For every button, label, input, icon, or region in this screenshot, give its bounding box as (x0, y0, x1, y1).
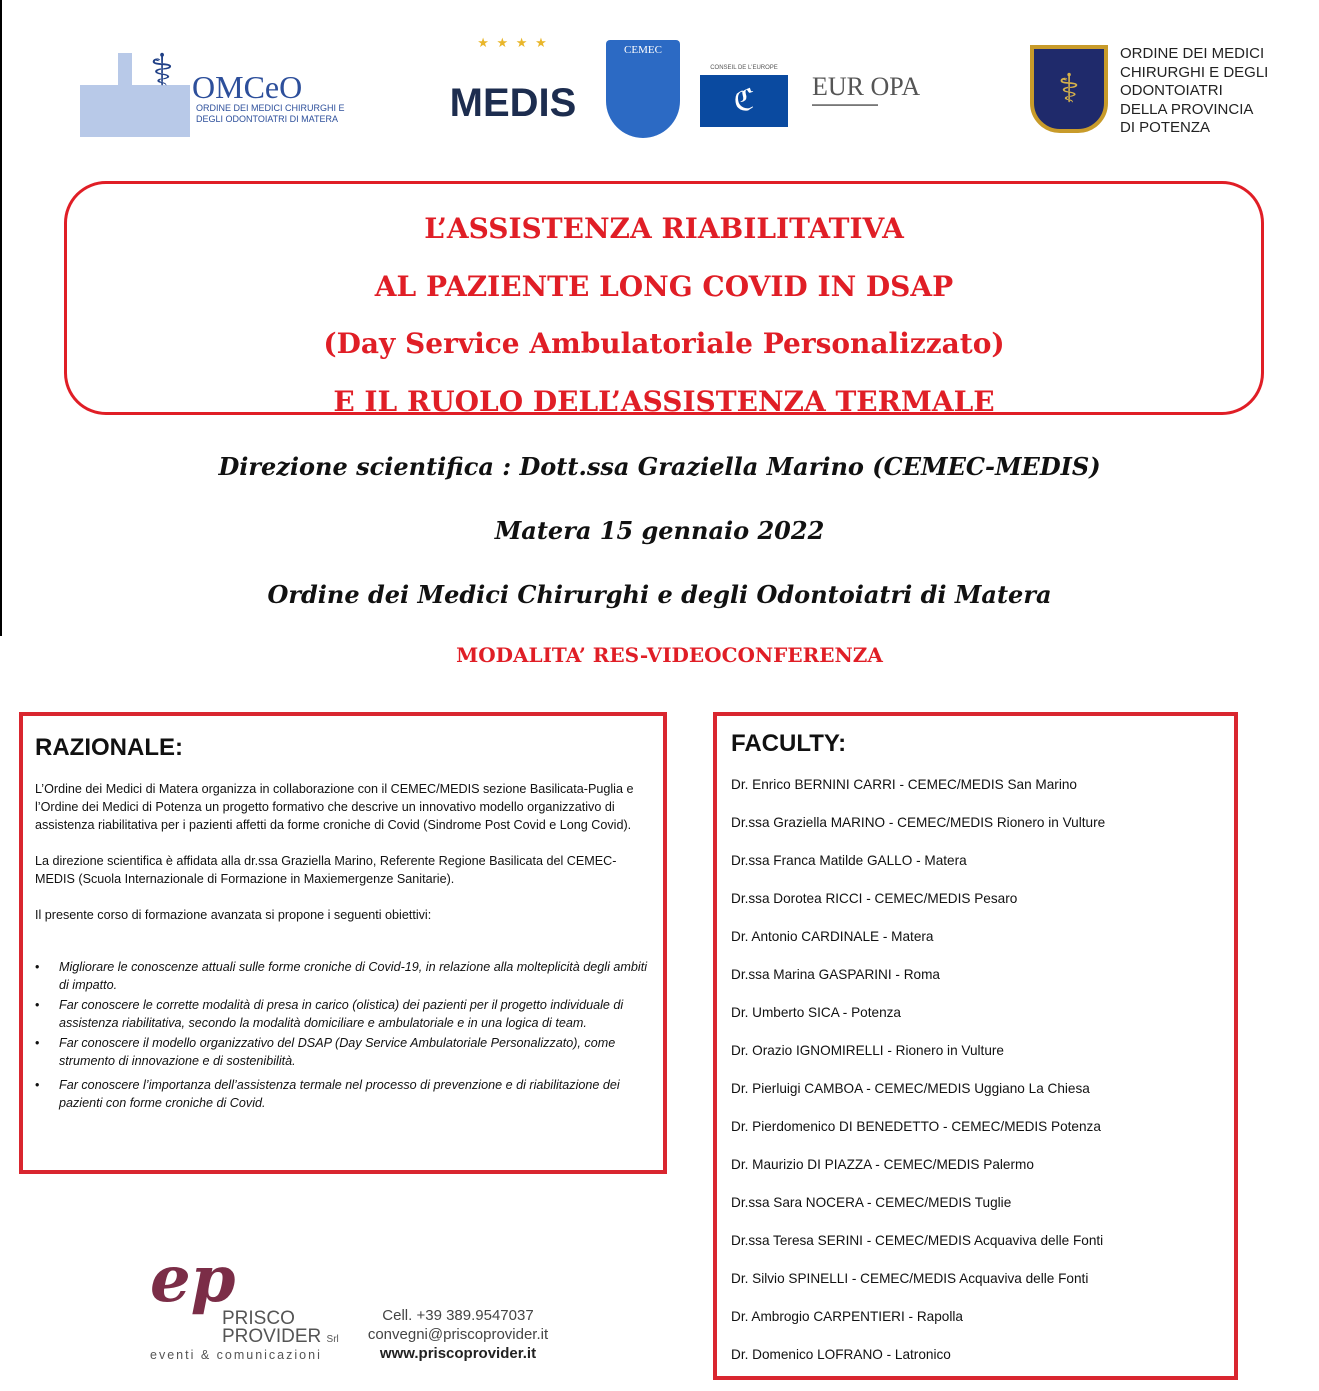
objective-item: • Far conoscere le corrette modalità di presa in carico (olistica) dei pazienti per il progetto individuale di assistenza riabilitativa, secondo la modalità domiciliare e ambulatoriale e in una logica di team. (35, 996, 651, 1032)
omceo-wordmark: OMCeO (192, 69, 303, 105)
faculty-member: Dr.ssa Sara NOCERA - CEMEC/MEDIS Tuglie (731, 1195, 1012, 1210)
faculty-member: Dr. Maurizio DI PIAZZA - CEMEC/MEDIS Palermo (731, 1157, 1034, 1172)
provider-name-2: PROVIDER (222, 1326, 322, 1347)
title-line: E IL RUOLO DELL’ASSISTENZA TERMALE (333, 384, 995, 418)
objectives-list (35, 958, 651, 1112)
razionale-heading: RAZIONALE: (35, 734, 183, 761)
razionale-paragraph: La direzione scientifica è affidata alla dr.ssa Graziella Marino, Referente Regione Basilicata del CEMEC-MEDIS (Scuola Internazionale di Formazione in Maxiemergenze Sanitarie). (35, 854, 617, 886)
omceo-potenza-text (1120, 45, 1268, 138)
stars-icon: ★ ★ ★ ★ (477, 35, 549, 50)
pz-line: CHIRURGHI E DEGLI (1120, 63, 1269, 81)
faculty-member: Dr. Pierdomenico DI BENEDETTO - CEMEC/MEDIS Potenza (731, 1119, 1101, 1134)
europa-logo (812, 72, 952, 122)
provider-tagline: eventi & comunicazioni (150, 1348, 322, 1362)
faculty-member: Dr. Pierluigi CAMBOA - CEMEC/MEDIS Uggiano La Chiesa (731, 1081, 1090, 1096)
razionale-paragraph: L’Ordine dei Medici di Matera organizza in collaborazione con il CEMEC/MEDIS sezione Basilicata-Puglia e l’Ordine dei Medici di Potenza un progetto formativo che descrive un innovativo modello organizzativo di assistenza riabilitativa per i pazienti affetti da forme croniche di Covid (Sindrome Post Covid e Long Covid). (35, 782, 634, 832)
faculty-list (731, 766, 1220, 1374)
omceo-potenza-logo (1030, 45, 1270, 140)
caduceus-icon: ⚕ (150, 46, 174, 95)
event-venue: Ordine dei Medici Chirurghi e degli Odontoiatri di Matera (267, 580, 1052, 609)
provider-name (222, 1310, 339, 1349)
faculty-member: Dr. Antonio CARDINALE - Matera (731, 929, 934, 944)
provider-name-1: PRISCO (222, 1308, 295, 1329)
pp-monogram-icon: ep (150, 1242, 236, 1317)
council-of-europe-logo (700, 65, 788, 137)
faculty-member: Dr.ssa Teresa SERINI - CEMEC/MEDIS Acquaviva delle Fonti (731, 1233, 1104, 1248)
faculty-member: Dr. Ambrogio CARPENTIERI - Rapolla (731, 1309, 963, 1324)
europa-wordmark: EUR OPA (812, 72, 921, 101)
faculty-box (713, 712, 1238, 1380)
pz-line: DELLA PROVINCIA (1120, 100, 1254, 118)
razionale-paragraph: Il presente corso di formazione avanzata si propone i seguenti obiettivi: (35, 908, 432, 922)
europa-subtitle-decoration: ▬▬▬▬▬▬▬▬▬▬▬ (812, 102, 878, 108)
coe-flag-icon: ℭ (700, 75, 788, 127)
faculty-member: Dr. Enrico BERNINI CARRI - CEMEC/MEDIS San Marino (731, 777, 1077, 792)
prisco-provider-logo (150, 1242, 350, 1362)
faculty-member: Dr. Umberto SICA - Potenza (731, 1005, 901, 1020)
faculty-member: Dr.ssa Marina GASPARINI - Roma (731, 967, 940, 982)
medis-wordmark: MEDIS (449, 81, 577, 125)
faculty-heading: FACULTY: (731, 730, 847, 757)
objective-item: • Far conoscere il modello organizzativo del DSAP (Day Service Ambulatoriale Personalizzato), come strumento di innovazione e di sostenibilità. (35, 1034, 651, 1070)
cemec-shield-logo (606, 40, 680, 138)
pz-line: DI POTENZA (1120, 119, 1211, 136)
title-line: AL PAZIENTE LONG COVID IN DSAP (374, 269, 954, 303)
omceo-matera-text: ORDINE DEI MEDICI CHIRURGHI E DEGLI ODONTOIATRI DI MATERA (196, 103, 345, 124)
event-title-box (64, 181, 1264, 418)
coe-label: CONSEIL DE L'EUROPE (710, 65, 778, 71)
razionale-box (19, 712, 667, 1174)
faculty-member: Dr.ssa Franca Matilde GALLO - Matera (731, 853, 967, 868)
faculty-member: Dr. Orazio IGNOMIRELLI - Rionero in Vulture (731, 1043, 1004, 1058)
provider-contact (358, 1306, 558, 1363)
objective-item: • Migliorare le conoscenze attuali sulle forme croniche di Covid-19, in relazione alla molteplicità degli ambiti di impatto. (35, 958, 651, 994)
faculty-member: Dr.ssa Dorotea RICCI - CEMEC/MEDIS Pesaro (731, 891, 1018, 906)
objective-item: • Far conoscere l’importanza dell’assistenza termale nel processo di prevenzione e di riabilitazione dei pazienti con forme croniche di Covid. (35, 1076, 651, 1112)
provider-email[interactable]: convegni@priscoprovider.it (367, 1326, 549, 1343)
event-date: Matera 15 gennaio 2022 (494, 516, 825, 545)
omceo-matera-logo (80, 45, 360, 140)
provider-srl: Srl (326, 1334, 339, 1345)
cemec-label: CEMEC (624, 44, 662, 56)
medis-logo (438, 25, 588, 140)
event-mode: MODALITA’ RES-VIDEOCONFERENZA (456, 643, 883, 667)
faculty-member: Dr. Domenico LOFRANO - Latronico (731, 1347, 951, 1362)
tower-icon (118, 53, 132, 93)
scientific-direction: Direzione scientifica : Dott.ssa Graziella Marino (CEMEC-MEDIS) (218, 452, 1101, 481)
pz-line: ODONTOIATRI (1120, 82, 1223, 99)
provider-website[interactable]: www.priscoprovider.it (379, 1345, 537, 1362)
title-line: L’ASSISTENZA RIABILITATIVA (424, 212, 904, 245)
pz-line: ORDINE DEI MEDICI (1120, 45, 1265, 62)
title-line: (Day Service Ambulatoriale Personalizzato) (323, 327, 1005, 360)
potenza-shield-icon: ⚕ (1030, 45, 1108, 133)
provider-phone: Cell. +39 389.9547037 (382, 1307, 534, 1324)
faculty-member: Dr.ssa Graziella MARINO - CEMEC/MEDIS Rionero in Vulture (731, 815, 1106, 830)
faculty-member: Dr. Silvio SPINELLI - CEMEC/MEDIS Acquaviva delle Fonti (731, 1271, 1089, 1286)
